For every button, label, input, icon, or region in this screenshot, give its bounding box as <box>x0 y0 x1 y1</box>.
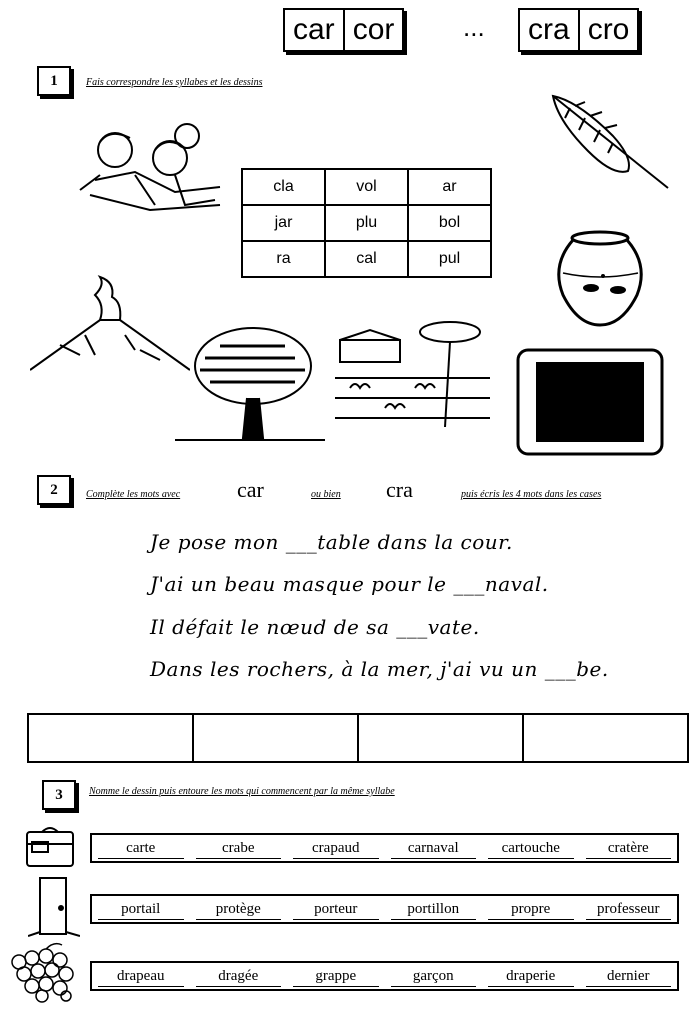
syllable-car: car <box>293 13 335 46</box>
exercise-2-word-car: car <box>237 477 264 502</box>
grid-cell: ra <box>242 241 325 277</box>
word-row-1 <box>90 833 679 863</box>
word-option[interactable]: dernier <box>586 966 672 987</box>
exercise-2-instruction-part2: ou bien <box>311 489 341 500</box>
word-option[interactable]: cartouche <box>488 838 574 859</box>
word-row-3 <box>90 961 679 991</box>
header-syllables-left <box>283 8 404 52</box>
grapes-icon <box>4 942 84 1004</box>
word-option[interactable]: portillon <box>391 899 477 920</box>
slate-icon <box>516 348 664 456</box>
exercise-2-instruction-part3: puis écris les 4 mots dans les cases <box>461 489 602 500</box>
grid-cell: cal <box>325 241 408 277</box>
header-separator: ... <box>463 12 485 42</box>
sentence-3: Il défait le nœud de sa ___vate. <box>150 615 480 639</box>
word-option[interactable]: draperie <box>488 966 574 987</box>
tree-icon <box>175 318 325 448</box>
garden-icon <box>335 318 490 433</box>
word-option[interactable]: dragée <box>196 966 282 987</box>
volcano-icon <box>30 275 190 380</box>
grid-cell: vol <box>325 169 408 205</box>
word-option[interactable]: carnaval <box>391 838 477 859</box>
door-icon <box>28 876 80 938</box>
exercise-2-number: 2 <box>37 475 71 505</box>
syllable-cro: cro <box>578 10 638 50</box>
sentence-2: J'ai un beau masque pour le ___naval. <box>150 572 549 596</box>
exercise-3-instruction: Nomme le dessin puis entoure les mots qui commencent par la même syllabe <box>89 786 395 797</box>
fishbowl-icon <box>553 228 648 328</box>
word-option[interactable]: drapeau <box>98 966 184 987</box>
exercise-2-word-cra: cra <box>386 477 413 502</box>
exercise-2-instruction-part1: Complète les mots avec <box>86 489 181 500</box>
word-option[interactable]: cratère <box>586 838 672 859</box>
word-option[interactable]: grappe <box>293 966 379 987</box>
grid-cell: pul <box>408 241 491 277</box>
word-option[interactable]: propre <box>488 899 574 920</box>
answer-boxes <box>27 713 689 763</box>
word-option[interactable]: carte <box>98 838 184 859</box>
answer-box-3[interactable] <box>359 715 524 761</box>
answer-box-2[interactable] <box>194 715 359 761</box>
word-option[interactable]: portail <box>98 899 184 920</box>
word-row-2 <box>90 894 679 924</box>
children-writing-icon <box>75 120 225 225</box>
word-option[interactable]: porteur <box>293 899 379 920</box>
answer-box-1[interactable] <box>29 715 194 761</box>
sentence-4: Dans les rochers, à la mer, j'ai vu un ___be. <box>150 657 609 681</box>
grid-cell: cla <box>242 169 325 205</box>
syllable-grid <box>241 168 492 278</box>
exercise-1-instruction: Fais correspondre les syllabes et les dessins <box>86 77 263 88</box>
feather-icon <box>545 88 675 193</box>
word-option[interactable]: professeur <box>586 899 672 920</box>
schoolbag-icon <box>24 824 76 870</box>
exercise-1-number: 1 <box>37 66 71 96</box>
word-option[interactable]: crapaud <box>293 838 379 859</box>
syllable-cra: cra <box>528 13 570 46</box>
syllable-cor: cor <box>343 10 403 50</box>
exercise-3-number: 3 <box>42 780 76 810</box>
header-syllables-right <box>518 8 639 52</box>
sentence-1: Je pose mon ___table dans la cour. <box>150 530 513 554</box>
grid-cell: plu <box>325 205 408 241</box>
grid-cell: ar <box>408 169 491 205</box>
grid-cell: bol <box>408 205 491 241</box>
word-option[interactable]: crabe <box>196 838 282 859</box>
answer-box-4[interactable] <box>524 715 687 761</box>
grid-cell: jar <box>242 205 325 241</box>
word-option[interactable]: garçon <box>391 966 477 987</box>
word-option[interactable]: protège <box>196 899 282 920</box>
